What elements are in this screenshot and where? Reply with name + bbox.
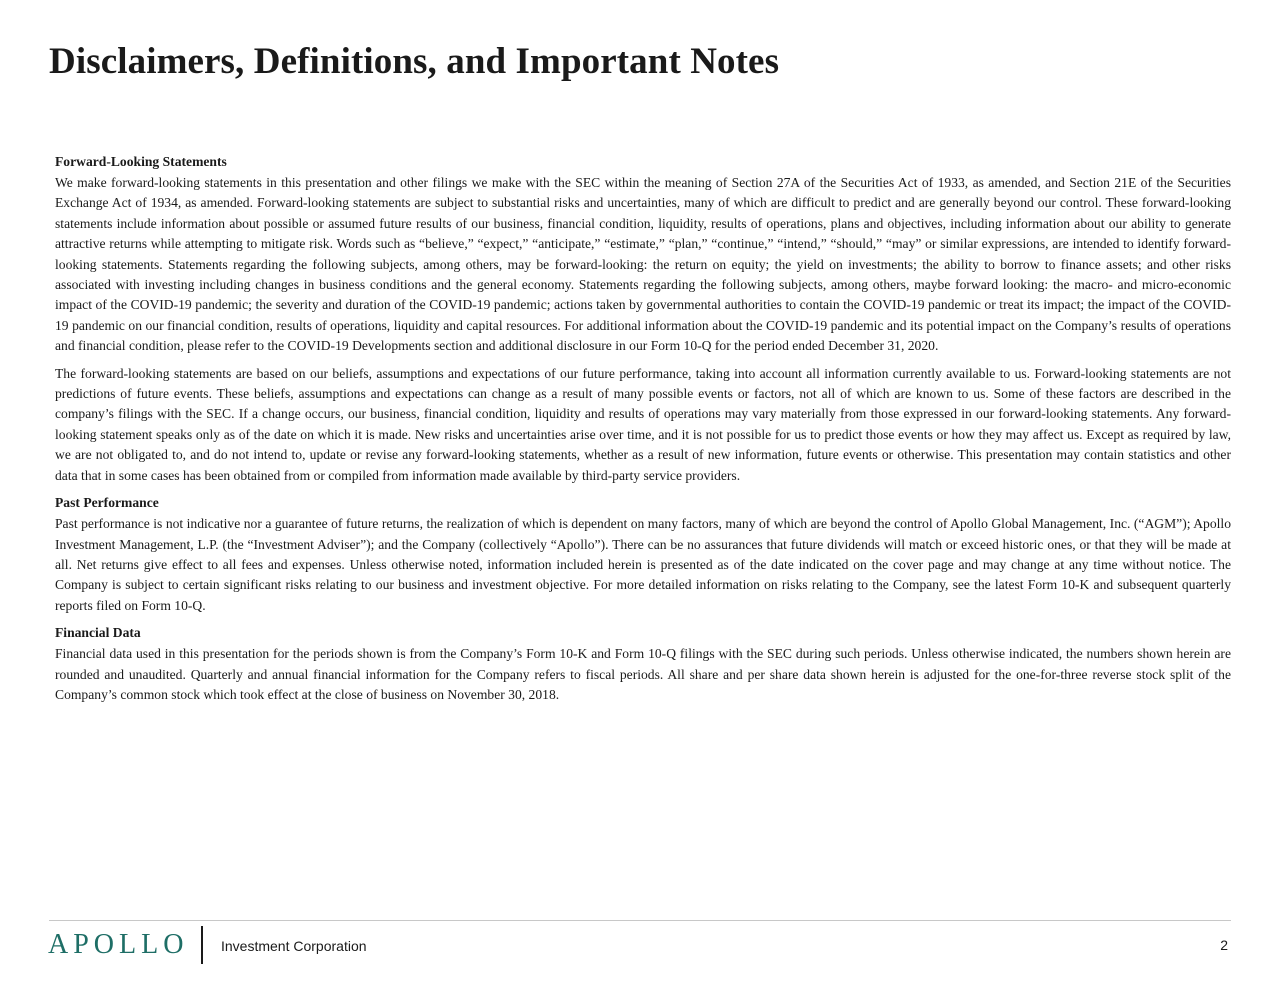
apollo-logo: APOLLO [48, 929, 189, 960]
section-financial-data [55, 623, 1231, 705]
section-forward-looking [55, 152, 1231, 486]
logo-divider [201, 926, 203, 964]
page-number: 2 [1220, 937, 1228, 953]
footer-divider [49, 920, 1231, 921]
page-title: Disclaimers, Definitions, and Important Notes [49, 41, 780, 82]
section-past-performance [55, 493, 1231, 616]
company-name: Investment Corporation [221, 938, 367, 954]
paragraph: We make forward-looking statements in this presentation and other filings we make with the SEC within the meaning of Section 27A of the Securities Act of 1933, as amended, and Section 21E of the Securities Exchange Act of 1934, as amended. Forward-looking statements are subject to substantial risks and uncertainties, many of which are difficult to predict and are generally beyond our control. These forward-looking statements include information about possible or assumed future results of our business, financial condition, liquidity, results of operations, plans and objectives, including information about our ability to generate attractive returns while attempting to mitigate risk. Words such as “believe,” “expect,” “anticipate,” “estimate,” “plan,” “continue,” “intend,” “should,” “may” or similar expressions, are intended to identify forward-looking statements. Statements regarding the following subjects, among others, may be forward-looking: the return on equity; the yield on investments; the ability to borrow to finance assets; and other risks associated with investing including changes in business conditions and the general economy. Statements regarding the following subjects, among others, maybe forward looking: the macro- and micro-economic impact of the COVID-19 pandemic; the severity and duration of the COVID-19 pandemic; actions taken by governmental authorities to contain the COVID-19 pandemic or treat its impact; the impact of the COVID-19 pandemic on our financial condition, results of operations, liquidity and capital resources. For additional information about the COVID-19 pandemic and its potential impact on the Company’s results of operations and financial condition, please refer to the COVID-19 Developments section and additional disclosure in our Form 10-Q for the period ended December 31, 2020. [55, 175, 1231, 354]
disclaimer-body [55, 152, 1231, 712]
section-heading: Forward-Looking Statements [55, 154, 227, 169]
section-heading: Past Performance [55, 495, 159, 511]
paragraph: Past performance is not indicative nor a guarantee of future returns, the realization of which is dependent on many factors, many of which are beyond the control of Apollo Global Management, Inc. (“AGM”); Apollo Investment Management, L.P. (the “Investment Adviser”); and the Company (collectively “Apollo”). There can be no assurances that future dividends will match or exceed historic ones, or that they will be made at all. Net returns give effect to all fees and expenses. Unless otherwise noted, information included herein is presented as of the date indicated on the cover page and may change at any time without notice. The Company is subject to certain significant risks relating to our business and investment objective. For more detailed information on risks relating to the Company, see the latest Form 10-K and subsequent quarterly reports filed on Form 10-Q. [55, 516, 1231, 613]
paragraph: Financial data used in this presentation for the periods shown is from the Company’s Form 10-K and Form 10-Q filings with the SEC during such periods. Unless otherwise indicated, the numbers shown herein are rounded and unaudited. Quarterly and annual financial information for the Company refers to fiscal periods. All share and per share data shown herein is adjusted for the one-for-three reverse stock split of the Company’s common stock which took effect at the close of business on November 30, 2018. [55, 646, 1231, 702]
section-heading: Financial Data [55, 625, 141, 641]
paragraph: The forward-looking statements are based on our beliefs, assumptions and expectations of our future performance, taking into account all information currently available to us. Forward-looking statements are not predictions of future events. These beliefs, assumptions and expectations can change as a result of many possible events or factors, not all of which are known to us. Some of these factors are described in the company’s filings with the SEC. If a change occurs, our business, financial condition, liquidity and results of operations may vary materially from those expressed in our forward-looking statements. Any forward-looking statement speaks only as of the date on which it is made. New risks and uncertainties arise over time, and it is not possible for us to predict those events or how they may affect us. Except as required by law, we are not obligated to, and do not intend to, update or revise any forward-looking statements, whether as a result of new information, future events or otherwise. This presentation may contain statistics and other data that in some cases has been obtained from or compiled from information made available by third-party service providers. [55, 365, 1231, 483]
